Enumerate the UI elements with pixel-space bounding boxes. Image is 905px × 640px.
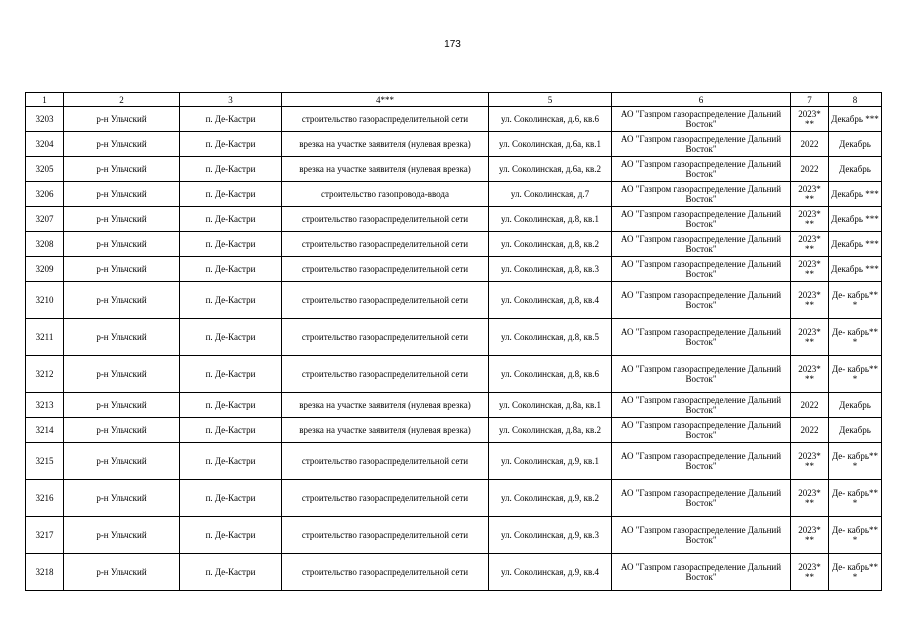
- table-cell: р-н Ульчский: [64, 157, 180, 182]
- table-cell: строительство газораспределительной сети: [282, 232, 489, 257]
- table-cell: п. Де-Кастри: [180, 554, 282, 591]
- table-cell: р-н Ульчский: [64, 554, 180, 591]
- table-cell: п. Де-Кастри: [180, 517, 282, 554]
- table-cell: р-н Ульчский: [64, 480, 180, 517]
- table-cell: р-н Ульчский: [64, 232, 180, 257]
- table-cell: Декабрь ***: [829, 107, 882, 132]
- table-cell: п. Де-Кастри: [180, 319, 282, 356]
- table-cell: п. Де-Кастри: [180, 393, 282, 418]
- table-cell: 2023* **: [791, 443, 829, 480]
- table-cell: Де- кабрь** *: [829, 480, 882, 517]
- table-cell: ул. Соколинская, д.7: [489, 182, 612, 207]
- table-cell: п. Де-Кастри: [180, 480, 282, 517]
- table-cell: ул. Соколинская, д.9, кв.3: [489, 517, 612, 554]
- table-cell: п. Де-Кастри: [180, 356, 282, 393]
- table-cell: 2023* **: [791, 517, 829, 554]
- table-row: [26, 480, 882, 517]
- table-cell: Декабрь ***: [829, 257, 882, 282]
- table-row: [26, 517, 882, 554]
- table-cell: п. Де-Кастри: [180, 443, 282, 480]
- table-cell: строительство газораспределительной сети: [282, 319, 489, 356]
- table-cell: строительство газораспределительной сети: [282, 207, 489, 232]
- table-row: [26, 107, 882, 132]
- table-cell: строительство газораспределительной сети: [282, 517, 489, 554]
- table-cell: р-н Ульчский: [64, 356, 180, 393]
- table-cell: Декабрь ***: [829, 182, 882, 207]
- table-body: [26, 107, 882, 591]
- table-cell: 3204: [26, 132, 64, 157]
- table-cell: р-н Ульчский: [64, 107, 180, 132]
- table-row: [26, 257, 882, 282]
- table-cell: ул. Соколинская, д.8, кв.4: [489, 282, 612, 319]
- table-row: [26, 282, 882, 319]
- column-header: 7: [791, 93, 829, 107]
- table-cell: АО "Газпром газораспределение Дальний Восток": [612, 319, 791, 356]
- table-cell: Декабрь: [829, 418, 882, 443]
- table-cell: ул. Соколинская, д.9, кв.4: [489, 554, 612, 591]
- table-cell: р-н Ульчский: [64, 182, 180, 207]
- table-cell: 3210: [26, 282, 64, 319]
- table-cell: строительство газораспределительной сети: [282, 443, 489, 480]
- table-cell: 3216: [26, 480, 64, 517]
- table-cell: р-н Ульчский: [64, 393, 180, 418]
- table-cell: ул. Соколинская, д.9, кв.2: [489, 480, 612, 517]
- table-cell: АО "Газпром газораспределение Дальний Восток": [612, 207, 791, 232]
- table-cell: ул. Соколинская, д.8а, кв.2: [489, 418, 612, 443]
- table-row: [26, 418, 882, 443]
- column-header: 2: [64, 93, 180, 107]
- table-cell: АО "Газпром газораспределение Дальний Восток": [612, 282, 791, 319]
- table-cell: АО "Газпром газораспределение Дальний Восток": [612, 517, 791, 554]
- table-cell: п. Де-Кастри: [180, 282, 282, 319]
- table-cell: ул. Соколинская, д.9, кв.1: [489, 443, 612, 480]
- table-cell: Де- кабрь** *: [829, 554, 882, 591]
- table-cell: Де- кабрь** *: [829, 356, 882, 393]
- table-cell: ул. Соколинская, д.8, кв.6: [489, 356, 612, 393]
- table-cell: ул. Соколинская, д.8, кв.5: [489, 319, 612, 356]
- table-cell: ул. Соколинская, д.8, кв.1: [489, 207, 612, 232]
- table-cell: 3215: [26, 443, 64, 480]
- column-header: 8: [829, 93, 882, 107]
- table-cell: п. Де-Кастри: [180, 107, 282, 132]
- table-cell: 2023* **: [791, 182, 829, 207]
- table-cell: п. Де-Кастри: [180, 207, 282, 232]
- table-cell: 3218: [26, 554, 64, 591]
- table-cell: 3208: [26, 232, 64, 257]
- table-cell: строительство газораспределительной сети: [282, 282, 489, 319]
- table-cell: 2023* **: [791, 480, 829, 517]
- table-cell: строительство газораспределительной сети: [282, 356, 489, 393]
- table-cell: врезка на участке заявителя (нулевая врезка): [282, 393, 489, 418]
- table-cell: 2023* **: [791, 356, 829, 393]
- table-cell: 2022: [791, 393, 829, 418]
- table-cell: АО "Газпром газораспределение Дальний Восток": [612, 257, 791, 282]
- table-cell: Декабрь ***: [829, 207, 882, 232]
- table-cell: 2023* **: [791, 282, 829, 319]
- table-cell: Декабрь: [829, 157, 882, 182]
- table-cell: Декабрь: [829, 132, 882, 157]
- table-cell: ул. Соколинская, д.8, кв.3: [489, 257, 612, 282]
- table-row: [26, 182, 882, 207]
- table-cell: р-н Ульчский: [64, 418, 180, 443]
- table-cell: строительство газораспределительной сети: [282, 480, 489, 517]
- table-cell: Де- кабрь** *: [829, 517, 882, 554]
- table-cell: 3213: [26, 393, 64, 418]
- table-cell: АО "Газпром газораспределение Дальний Восток": [612, 157, 791, 182]
- table-cell: 3206: [26, 182, 64, 207]
- table-cell: 2023* **: [791, 554, 829, 591]
- table-cell: 2022: [791, 418, 829, 443]
- table-cell: 3214: [26, 418, 64, 443]
- table-cell: Де- кабрь** *: [829, 282, 882, 319]
- table-cell: п. Де-Кастри: [180, 257, 282, 282]
- table-cell: 3205: [26, 157, 64, 182]
- table-cell: АО "Газпром газораспределение Дальний Восток": [612, 107, 791, 132]
- table-row: [26, 132, 882, 157]
- table-cell: 2022: [791, 132, 829, 157]
- table-row: [26, 157, 882, 182]
- table-cell: 3209: [26, 257, 64, 282]
- table-row: [26, 393, 882, 418]
- table-cell: строительство газопровода-ввода: [282, 182, 489, 207]
- column-header: 6: [612, 93, 791, 107]
- table-row: [26, 232, 882, 257]
- table-cell: 2023* **: [791, 232, 829, 257]
- table-cell: 3212: [26, 356, 64, 393]
- table-cell: ул. Соколинская, д.8а, кв.1: [489, 393, 612, 418]
- data-table: [25, 92, 882, 591]
- table-cell: Декабрь: [829, 393, 882, 418]
- table-cell: Де- кабрь** *: [829, 319, 882, 356]
- page-number: 173: [444, 39, 461, 50]
- table-row: [26, 443, 882, 480]
- table-cell: АО "Газпром газораспределение Дальний Восток": [612, 393, 791, 418]
- table-cell: Декабрь ***: [829, 232, 882, 257]
- table-cell: врезка на участке заявителя (нулевая врезка): [282, 132, 489, 157]
- table-cell: АО "Газпром газораспределение Дальний Восток": [612, 356, 791, 393]
- table-cell: 3217: [26, 517, 64, 554]
- table-row: [26, 356, 882, 393]
- table-cell: строительство газораспределительной сети: [282, 257, 489, 282]
- table-cell: р-н Ульчский: [64, 282, 180, 319]
- table-cell: Де- кабрь** *: [829, 443, 882, 480]
- table-row: [26, 319, 882, 356]
- table-cell: АО "Газпром газораспределение Дальний Восток": [612, 480, 791, 517]
- table-cell: п. Де-Кастри: [180, 132, 282, 157]
- table-cell: 2022: [791, 157, 829, 182]
- table-cell: 2023* **: [791, 207, 829, 232]
- table-cell: 2023* **: [791, 319, 829, 356]
- table-cell: п. Де-Кастри: [180, 157, 282, 182]
- table-cell: 2023* **: [791, 257, 829, 282]
- table-cell: р-н Ульчский: [64, 517, 180, 554]
- table-cell: строительство газораспределительной сети: [282, 554, 489, 591]
- table-cell: АО "Газпром газораспределение Дальний Восток": [612, 418, 791, 443]
- table-cell: ул. Соколинская, д.6а, кв.2: [489, 157, 612, 182]
- table-cell: 3211: [26, 319, 64, 356]
- table-cell: 3207: [26, 207, 64, 232]
- table-cell: строительство газораспределительной сети: [282, 107, 489, 132]
- table-cell: р-н Ульчский: [64, 319, 180, 356]
- table-cell: ул. Соколинская, д.6, кв.6: [489, 107, 612, 132]
- table-cell: АО "Газпром газораспределение Дальний Восток": [612, 443, 791, 480]
- table-cell: врезка на участке заявителя (нулевая врезка): [282, 418, 489, 443]
- column-header: 3: [180, 93, 282, 107]
- table-cell: АО "Газпром газораспределение Дальний Восток": [612, 232, 791, 257]
- table-cell: р-н Ульчский: [64, 132, 180, 157]
- table-cell: р-н Ульчский: [64, 443, 180, 480]
- table-row: [26, 554, 882, 591]
- column-header: 1: [26, 93, 64, 107]
- table-cell: п. Де-Кастри: [180, 182, 282, 207]
- table-cell: п. Де-Кастри: [180, 418, 282, 443]
- table-cell: АО "Газпром газораспределение Дальний Восток": [612, 554, 791, 591]
- column-header: 5: [489, 93, 612, 107]
- table-row: [26, 207, 882, 232]
- table-cell: р-н Ульчский: [64, 257, 180, 282]
- table-cell: АО "Газпром газораспределение Дальний Восток": [612, 132, 791, 157]
- table-cell: р-н Ульчский: [64, 207, 180, 232]
- table-cell: ул. Соколинская, д.6а, кв.1: [489, 132, 612, 157]
- table-cell: 3203: [26, 107, 64, 132]
- table-cell: ул. Соколинская, д.8, кв.2: [489, 232, 612, 257]
- column-header: 4***: [282, 93, 489, 107]
- table-header-row: [26, 93, 882, 107]
- table-cell: АО "Газпром газораспределение Дальний Восток": [612, 182, 791, 207]
- table-cell: 2023* **: [791, 107, 829, 132]
- table-cell: п. Де-Кастри: [180, 232, 282, 257]
- table-cell: врезка на участке заявителя (нулевая врезка): [282, 157, 489, 182]
